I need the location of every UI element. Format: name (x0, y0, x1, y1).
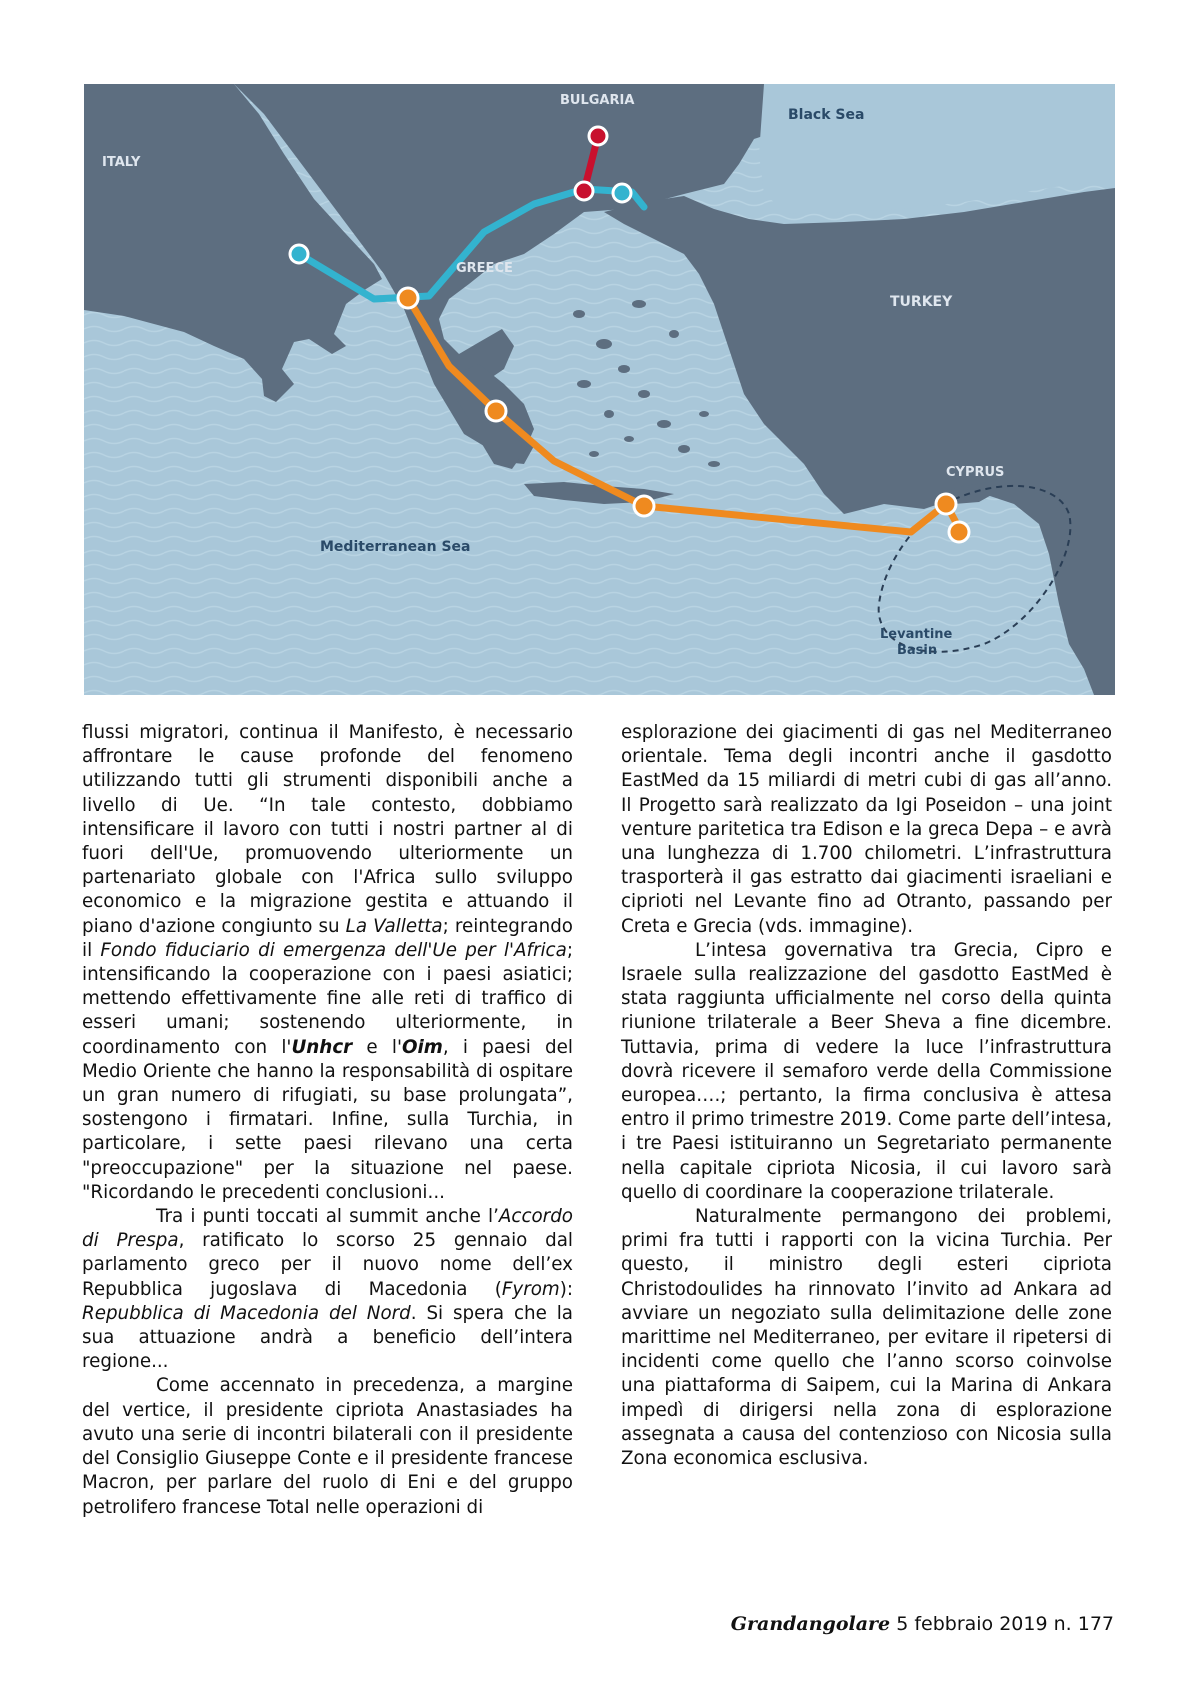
left-paragraph-2: Tra i punti toccati al summit anche l’Accordo di Prespa, ratificato lo scorso 25 gennaio dal parlamento greco per il nuovo nome dell’ex Repubblica jugoslava di Macedonia (Fyrom): Repubblica di Macedonia del Nord. Si spera che la sua attuazione andrà a beneficio dell’intera regione... (82, 1206, 573, 1373)
label-mediterranean: Mediterranean Sea (320, 539, 471, 555)
page-footer (731, 1613, 1114, 1635)
label-basin: Basin (897, 643, 938, 658)
right-paragraph-2: L’intesa governativa tra Grecia, Cipro e Israele sulla realizzazione del gasdotto EastMed è stata raggiunta ufficialmente nel corso della quinta riunione trilaterale a Beer Sheva a fine dicembre. Tuttavia, prima di vedere la luce l’infrastruttura dovrà ricevere il semaforo verde della Commissione europea….; pertanto, la firma conclusiva è attesa entro il primo trimestre 2019. Come parte dell’intesa, i tre Paesi istituiranno un Segretariato permanente nella capitale cipriota Nicosia, il cui lavoro sarà quello di coordinare la cooperazione trilaterale. (621, 939, 1112, 1203)
label-turkey: TURKEY (890, 294, 953, 310)
magazine-name: Grandangolare (730, 1613, 891, 1635)
right-column (621, 721, 1112, 1471)
label-italy: ITALY (102, 155, 141, 170)
eastmed-pipeline-map (84, 84, 1115, 695)
route-node-levantine (949, 522, 969, 542)
label-cyprus: CYPRUS (946, 465, 1005, 480)
label-levantine: Levantine (880, 627, 953, 642)
route-node-turkey (613, 184, 631, 202)
left-paragraph-3: Come accennato in precedenza, a margine del vertice, il presidente cipriota Anastasiades ha avuto una serie di incontri bilaterali con il presidente del Consiglio Giuseppe Conte e il presidente francese Macron, per parlare del ruolo di Eni e del gruppo petrolifero francese Total nelle operazioni di (82, 1375, 573, 1518)
right-paragraph-1: esplorazione dei giacimenti di gas nel Mediterraneo orientale. Tema degli incontri anche il gasdotto EastMed da 15 miliardi di metri cubi di gas all’anno. Il Progetto sarà realizzato da Igi Poseidon – una joint venture paritetica tra Edison e la greca Depa – e avrà una lunghezza di 1.700 chilometri. L’infrastruttura trasporterà il gas estratto dai giacimenti israeliani e ciprioti nel Levante fino ad Otranto, passando per Creta e Grecia (vds. immagine). (621, 722, 1112, 937)
issue-info: 5 febbraio 2019 n. 177 (896, 1613, 1114, 1635)
left-column (82, 721, 573, 1520)
label-greece: GREECE (456, 261, 513, 276)
right-paragraph-3: Naturalmente permangono dei problemi, primi fra tutti i rapporti con la vicina Turchia. Per questo, il ministro degli esteri cipriota Christodoulides ha rinnovato l’invito ad Ankara ad avviare un negoziato sulla delimitazione delle zone marittime nel Mediterraneo, per evitare il ripetersi di incidenti come quello che l’anno scorso coinvolse una piattaforma di Saipem, cui la Marina di Ankara impedì di dirigersi nella zona di esplorazione assegnata a causa del contenzioso con Nicosia sulla Zona economica esclusiva. (621, 1206, 1112, 1470)
route-node-greece (398, 288, 418, 308)
route-node-bulgaria (589, 127, 607, 145)
label-black-sea: Black Sea (788, 107, 865, 123)
route-node-peloponnese (486, 401, 506, 421)
left-paragraph-1: flussi migratori, continua il Manifesto, è necessario affrontare le cause profonde del fenomeno utilizzando tutti gli strumenti disponibili anche a livello di Ue. “In tale contesto, dobbiamo intensificare il lavoro con tutti i nostri partner al di fuori dell'Ue, promuovendo ulteriormente un partenariato globale con l'Africa sullo sviluppo economico e la migrazione gestita e attuando il piano d'azione congiunto su La Valletta; reintegrando il Fondo fiduciario di emergenza dell'Ue per l'Africa; intensificando la cooperazione con i paesi asiatici; mettendo effettivamente fine alle reti di traffico di esseri umani; sostenendo ulteriormente, in coordinamento con l'Unhcr e l'Oim, i paesi del Medio Oriente che hanno la responsabilità di ospitare un gran numero di rifugiati, su base prolungata”, sostengono i firmatari. Infine, sulla Turchia, in particolare, i sette paesi rilevano una certa "preoccupazione" per la situazione nel paese. "Ricordando le precedenti conclusioni... (82, 722, 573, 1203)
route-node-italy (290, 245, 308, 263)
route-node-crete (634, 496, 654, 516)
route-node-cyprus (936, 494, 956, 514)
route-node-junction (575, 182, 593, 200)
label-bulgaria: BULGARIA (560, 93, 635, 108)
